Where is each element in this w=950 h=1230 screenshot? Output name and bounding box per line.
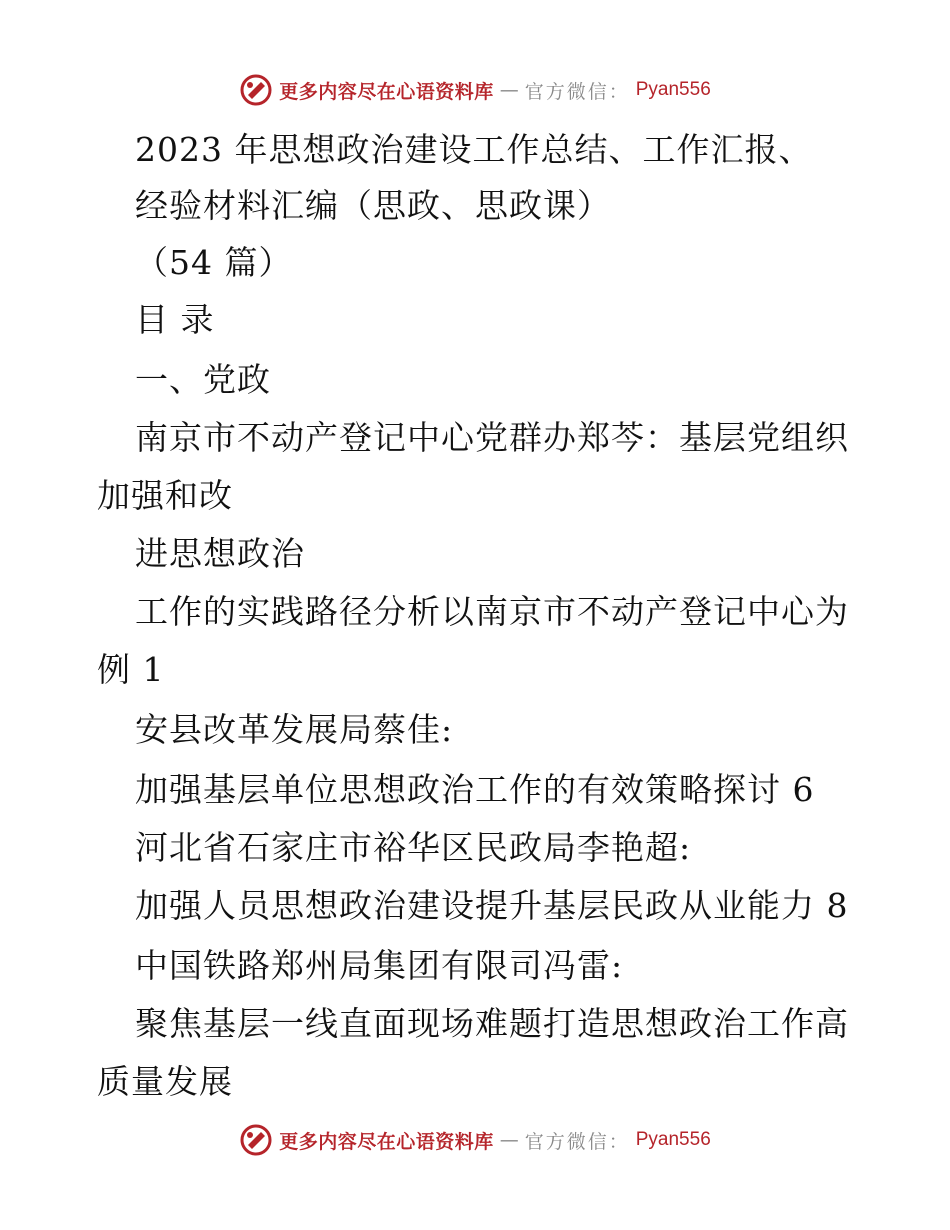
toc-entry: 加强基层单位思想政治工作的有效策略探讨 6 xyxy=(135,770,815,809)
watermark-wechat-id: Pyan556 xyxy=(635,79,711,100)
document-title-line-1: 2023 年思想政治建设工作总结、工作汇报、 xyxy=(135,130,813,169)
toc-entry: 河北省石家庄市裕华区民政局李艳超: xyxy=(135,828,692,867)
seal-logo-icon xyxy=(239,73,273,107)
toc-entry: 例 1 xyxy=(97,650,165,689)
watermark-wechat-id: Pyan556 xyxy=(635,1129,711,1150)
toc-entry: 南京市不动产登记中心党群办郑芩：基层党组织 xyxy=(135,418,849,457)
watermark-site-text: 更多内容尽在心语资料库 xyxy=(279,80,494,103)
toc-entry: 加强人员思想政治建设提升基层民政从业能力 8 xyxy=(135,886,849,925)
watermark-site-text: 更多内容尽在心语资料库 xyxy=(279,1130,494,1153)
header-watermark xyxy=(0,70,950,110)
toc-heading: 目 录 xyxy=(135,300,215,339)
document-title-line-2: 经验材料汇编（思政、思政课） xyxy=(135,186,611,225)
watermark-wechat-label: 官方微信： xyxy=(524,80,630,103)
toc-entry: 工作的实践路径分析以南京市不动产登记中心为 xyxy=(135,592,849,631)
toc-entry: 安县改革发展局蔡佳: xyxy=(135,710,454,749)
toc-entry: 加强和改 xyxy=(97,476,233,515)
toc-entry: 中国铁路郑州局集团有限司冯雷: xyxy=(135,946,624,985)
seal-logo-icon xyxy=(239,1123,273,1157)
watermark-dash: — xyxy=(499,1129,519,1151)
toc-entry: 聚焦基层一线直面现场难题打造思想政治工作高 xyxy=(135,1004,849,1043)
section-heading: 一、党政 xyxy=(135,360,271,399)
watermark-dash: — xyxy=(499,79,519,101)
document-count: （54 篇） xyxy=(135,243,293,282)
toc-entry: 进思想政治 xyxy=(135,534,305,573)
toc-entry: 质量发展 xyxy=(97,1062,233,1101)
footer-watermark xyxy=(0,1120,950,1160)
watermark-wechat-label: 官方微信： xyxy=(524,1130,630,1153)
